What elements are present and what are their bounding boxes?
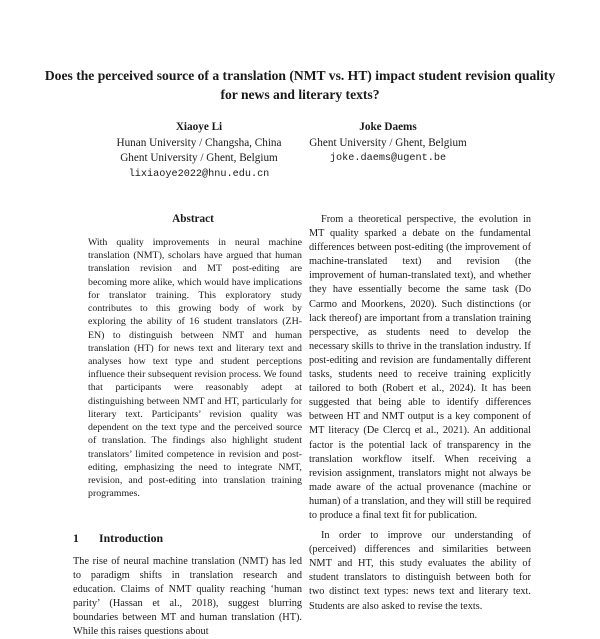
author-email: lixiaoye2022@hnu.edu.cn — [128, 168, 270, 180]
body-paragraph: In order to improve our understanding of (perceived) differences and similarities between NMT and HT, this study evaluates the ability of student translators to distinguish between both for two distinct text types: news text and literary text. Students are also asked to revise the texts. — [309, 530, 531, 612]
author-affiliation: Ghent University / Ghent, Belgium — [309, 136, 467, 149]
section-heading — [73, 531, 313, 546]
author-email: joke.daems@ugent.be — [329, 153, 447, 164]
section-title: Introduction — [99, 531, 164, 545]
author-name: Joke Daems — [359, 121, 417, 133]
paper-title: Does the perceived source of a translation (NMT vs. HT) impact student revision quality for news and literary texts? — [44, 68, 556, 102]
author-block-2 — [298, 120, 478, 167]
body-paragraph: From a theoretical perspective, the evolution in MT quality sparked a debate on the fundamental differences between post-editing (the improvement of machine-translated text) and revision (the improvement of human-translated text), and whether they have essentially become the same task (Do Carmo and Moorkens, 2020). Such distinctions (or lack thereof) are important from a translation training perspective, as students need to develop the necessary skills to thrive in the translation industry. If post-editing and revision are fundamentally different tasks, students need to receive training explicitly tailored to both (Robert et al., 2024). It has been suggested that being able to identify differences between HT and NMT output is a key component of MT literacy (De Clercq et al., 2021). An additional factor is the potential lack of transparency in the translation workflow itself. When receiving a revision assignment, translators might not always be made aware of the actual provenance (machine or human) of a translation, and they will still be required to produce a final text fit for publication. — [309, 214, 531, 521]
author-name: Xiaoye Li — [175, 121, 223, 133]
abstract-heading: Abstract — [172, 213, 214, 225]
introduction-text: The rise of neural machine translation (NMT) has led to paradigm shifts in translation research and education. Claims of NMT quality reaching ‘human parity’ (Hassan et al., 2018), suggest blurring boundaries between MT and human translation (HT). While this raises questions about — [73, 556, 302, 637]
author-block-1 — [100, 120, 298, 182]
right-column — [309, 213, 531, 614]
abstract-text: With quality improvements in neural machine translation (NMT), scholars have argued that human translation revision and MT post-editing are becoming more alike, which would have implications for translator training. This exploratory study contributes to this growing body of work by exploring the ability of 16 student translators (ZH-EN) to distinguish between NMT and human translation (HT) for news text and literary text and analyses how text type and student perceptions influence their subsequent revision process. We found that participants were reasonably adept at distinguishing between NMT and HT, particularly for literary text. Participants’ revision quality was dependent on the text type and the perceived source of translation. The findings also highlight student translators’ limited competence in revision and post-editing, emphasizing the need to integrate NMT, revision, and post-editing into translation training programmes. — [88, 237, 302, 500]
section-number: 1 — [73, 531, 79, 545]
author-affiliation: Ghent University / Ghent, Belgium — [120, 152, 278, 164]
author-affiliation: Hunan University / Changsha, China — [116, 136, 282, 149]
